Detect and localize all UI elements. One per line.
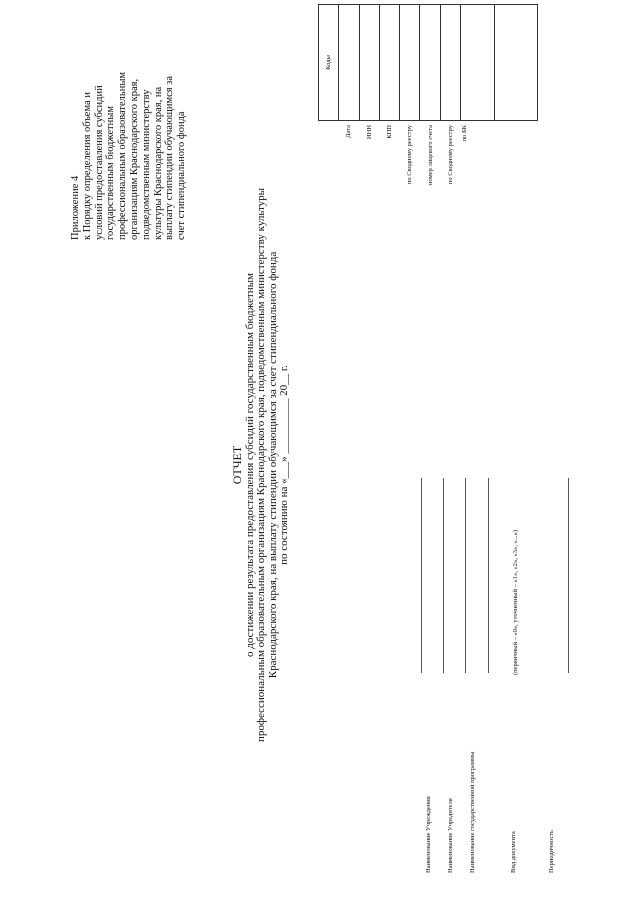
report-title	[232, 85, 291, 845]
code-cell-registry[interactable]	[400, 5, 420, 121]
field-line-program-2[interactable]	[488, 478, 489, 673]
appendix-line: организациям Краснодарского края,	[128, 78, 140, 240]
appendix-line: подведомственным министерству	[140, 89, 152, 240]
codes-table	[318, 4, 538, 285]
code-cell-account[interactable]	[420, 5, 440, 121]
field-label-periodicity: Периодичность	[548, 829, 555, 873]
appendix-line: счет стипендиального фонда	[176, 111, 188, 240]
field-label-institution: Наименование Учреждения	[425, 796, 432, 873]
report-title-line: о достижении результата предоставления субсидий государственным бюджетным	[243, 273, 256, 657]
code-cell-inn[interactable]	[359, 5, 379, 121]
field-line-program[interactable]	[465, 478, 466, 673]
appendix-line: к Порядку определения объема и	[81, 92, 93, 240]
appendix-block	[70, 35, 188, 240]
field-line-institution[interactable]	[421, 478, 422, 673]
code-cell-registry-2[interactable]	[440, 5, 460, 121]
appendix-line: государственным бюджетным	[105, 106, 117, 240]
field-line-founder[interactable]	[443, 478, 444, 673]
code-cell-bk[interactable]	[461, 5, 495, 121]
code-label-bk: по БК	[460, 125, 468, 142]
field-label-doc-type: Вид документа	[510, 831, 517, 873]
report-title-line: профессиональным образовательным организациям Краснодарского края, подведомственным министерству культуры	[255, 187, 267, 743]
code-label-inn: ИНН	[365, 125, 373, 140]
code-label-account: номер лицевого счета	[426, 125, 434, 185]
codes-header: Коды	[319, 5, 339, 121]
code-label-kpp: КПП	[386, 125, 394, 139]
field-label-program: Наименование государственной программы	[469, 751, 476, 873]
appendix-line: Приложение 4	[70, 175, 81, 240]
field-hint-doc-type: (первичный – «0», уточненный – «1», «2», «3», «...»)	[512, 530, 519, 675]
appendix-line: культуры Краснодарского края, на	[152, 86, 164, 240]
code-cell-extra[interactable]	[495, 5, 538, 121]
report-title-line: Краснодарского края, на выплату стипендии обучающимся за счет стипендиального фонда	[266, 251, 279, 679]
report-date-line: по состоянию на «___» __________ 20__ г.	[278, 365, 290, 565]
report-heading: ОТЧЕТ	[230, 445, 244, 485]
code-cell-kpp[interactable]	[379, 5, 399, 121]
code-label-date: Дата	[345, 125, 353, 138]
field-line-periodicity[interactable]	[568, 478, 569, 673]
appendix-line: условий предоставления субсидий	[93, 85, 105, 240]
appendix-line: профессиональным образовательным	[117, 71, 129, 240]
appendix-line: выплату стипендии обучающимся за	[164, 75, 176, 240]
code-label-registry: по Сводному реестру	[406, 125, 414, 185]
code-cell-date[interactable]	[339, 5, 359, 121]
code-label-registry-2: по Сводному реестру	[446, 125, 454, 185]
field-label-founder: Наименование Учредителя	[447, 798, 454, 873]
